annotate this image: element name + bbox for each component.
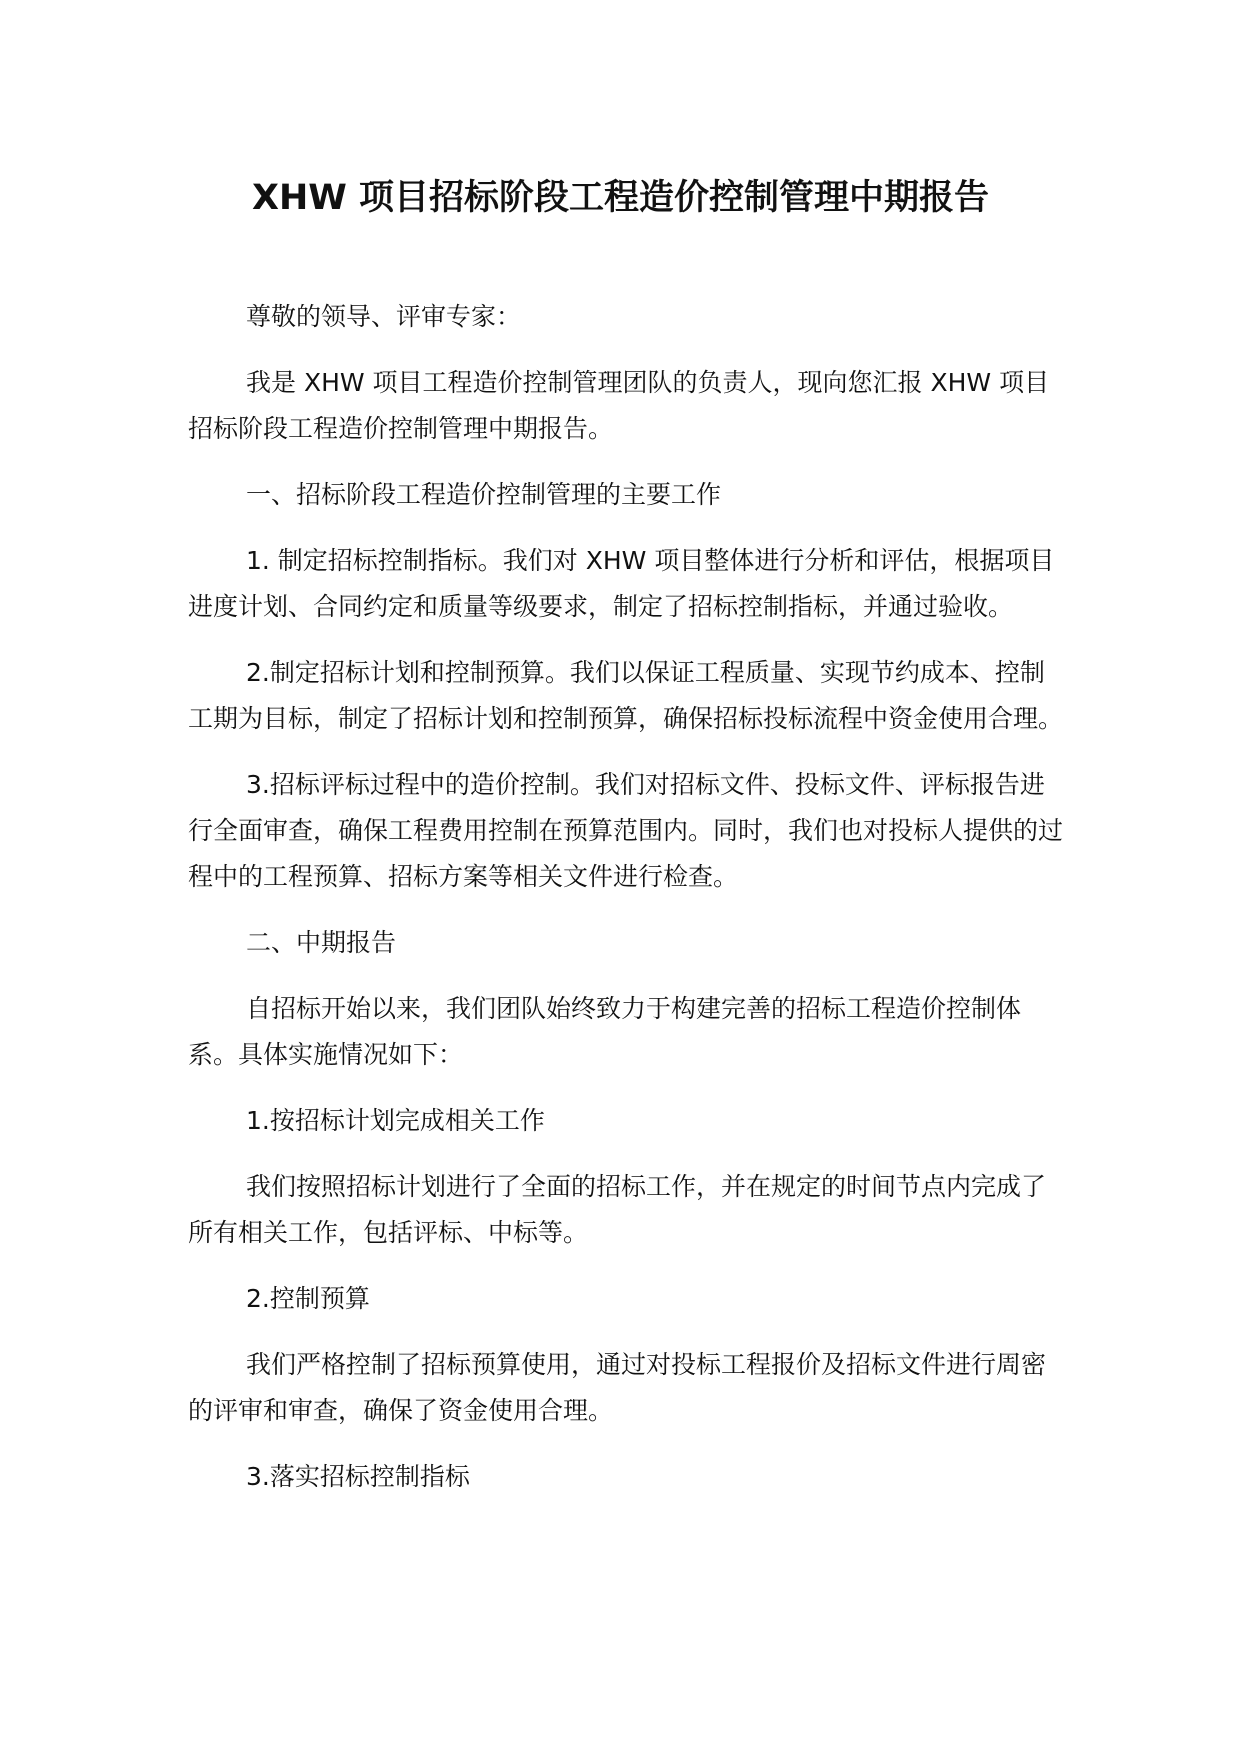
subheading: 3.落实招标控制指标 [246, 1462, 470, 1491]
section-heading-1: 一、招标阶段工程造价控制管理的主要工作 [246, 480, 722, 509]
paragraph: 2.制定招标计划和控制预算。我们以保证工程质量、实现节约成本、控制工期为目标，制定了招标计划和控制预算，确保招标投标流程中资金使用合理。 [188, 658, 1064, 733]
document-title: XHW 项目招标阶段工程造价控制管理中期报告 [251, 178, 990, 218]
subheading: 2.控制预算 [246, 1284, 370, 1313]
intro-paragraph: 我是 XHW 项目工程造价控制管理团队的负责人，现向您汇报 XHW 项目招标阶段工程造价控制管理中期报告。 [188, 368, 1050, 443]
document-body [188, 294, 1068, 1520]
paragraph: 3.招标评标过程中的造价控制。我们对招标文件、投标文件、评标报告进行全面审查，确保工程费用控制在预算范围内。同时，我们也对投标人提供的过程中的工程预算、招标方案等相关文件进行检查。 [188, 770, 1064, 891]
subheading: 1.按招标计划完成相关工作 [246, 1106, 545, 1135]
paragraph: 自招标开始以来，我们团队始终致力于构建完善的招标工程造价控制体系。具体实施情况如下： [188, 994, 1022, 1069]
paragraph: 我们严格控制了招标预算使用，通过对投标工程报价及招标文件进行周密的评审和审查，确保了资金使用合理。 [188, 1350, 1047, 1425]
section-heading-2: 二、中期报告 [246, 928, 397, 957]
paragraph: 1. 制定招标控制指标。我们对 XHW 项目整体进行分析和评估，根据项目进度计划、合同约定和质量等级要求，制定了招标控制指标，并通过验收。 [188, 546, 1055, 621]
paragraph: 我们按照招标计划进行了全面的招标工作，并在规定的时间节点内完成了所有相关工作，包括评标、中标等。 [188, 1172, 1047, 1247]
salutation: 尊敬的领导、评审专家： [246, 302, 522, 331]
